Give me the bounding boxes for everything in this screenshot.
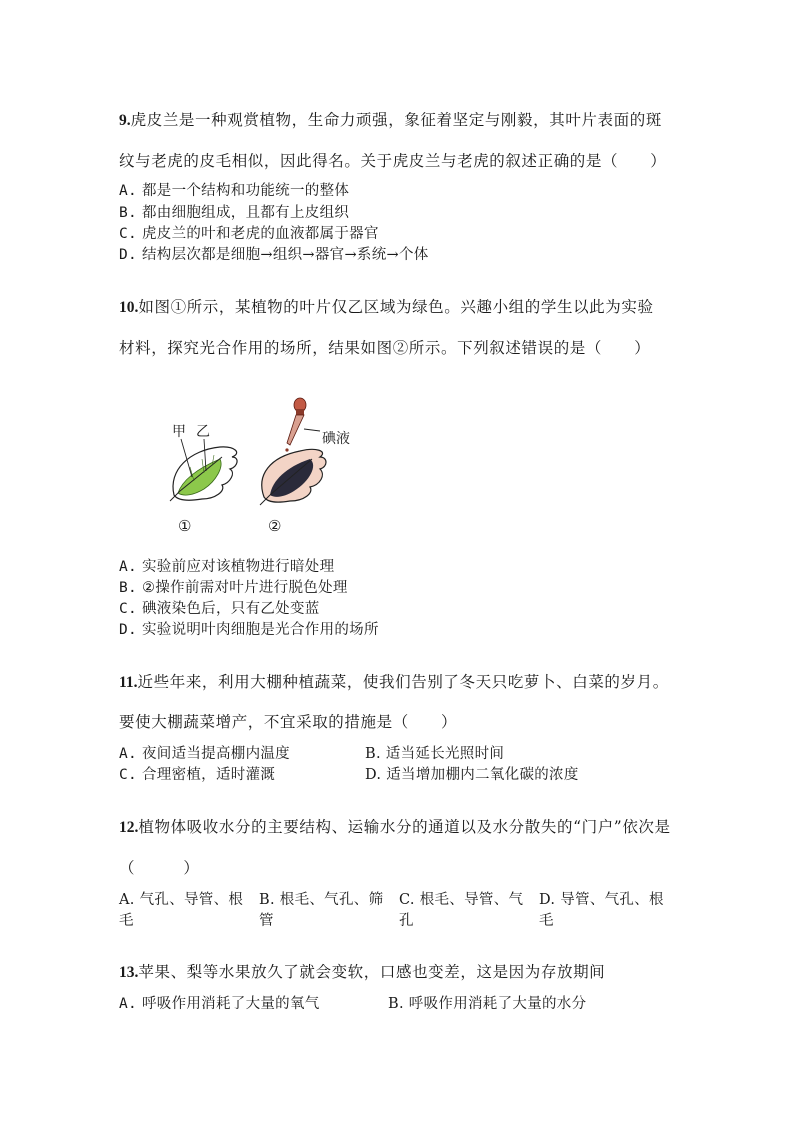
q11-stem-line2: 要使大棚蔬菜增产，不宜采取的措施是（ ） (119, 713, 458, 731)
q10-stem-line2: 材料，探究光合作用的场所，结果如图②所示。下列叙述错误的是（ ） (119, 339, 651, 357)
q13-option-a[interactable]: A. 呼吸作用消耗了大量的氧气 (119, 996, 320, 1012)
q9-option-c[interactable]: C. 虎皮兰的叶和老虎的血液都属于器官 (119, 226, 379, 242)
q12-option-c[interactable]: C. 根毛、导管、气 (399, 892, 524, 908)
q10-stem-line1: 10.如图①所示，某植物的叶片仅乙区域为绿色。兴趣小组的学生以此为实验 (119, 298, 654, 316)
q11-stem-line1: 11.近些年来，利用大棚种植蔬菜，使我们告别了冬天只吃萝卜、白菜的岁月。 (119, 673, 669, 691)
leaf-1-icon (170, 439, 237, 501)
q12-stem-line2: （ ） (119, 859, 200, 877)
caption-2: ② (268, 517, 282, 535)
q10-option-a[interactable]: A. 实验前应对该植物进行暗处理 (119, 559, 335, 575)
q12-option-d[interactable]: D. 导管、气孔、根 (539, 892, 664, 908)
q10-number: 10. (119, 299, 139, 316)
label-iodine: 碘液 (322, 431, 350, 447)
q9-text1: 虎皮兰是一种观赏植物，生命力顽强，象征着坚定与刚毅，其叶片表面的斑 (130, 111, 662, 129)
leaf-2-icon (260, 449, 326, 505)
caption-1: ① (178, 517, 192, 535)
q9-stem-line1 (119, 108, 662, 130)
q12-stem-line1: 12.植物体吸收水分的主要结构、运输水分的通道以及水分散失的“门户”依次是 (119, 818, 671, 836)
q10-option-c[interactable]: C. 碘液染色后，只有乙处变蓝 (119, 601, 320, 617)
label-yi: 乙 (196, 424, 210, 440)
leaf-experiment-figure (160, 395, 380, 545)
dropper-icon (285, 398, 320, 452)
q12-option-a[interactable]: A. 气孔、导管、根 (119, 892, 244, 908)
q12-option-b[interactable]: B. 根毛、气孔、筛 (259, 892, 384, 908)
q11-option-a[interactable]: A. 夜间适当提高棚内温度 (119, 746, 290, 762)
q10-option-b[interactable]: B. ②操作前需对叶片进行脱色处理 (119, 580, 348, 596)
label-jia: 甲 (172, 424, 186, 440)
q9-stem-line2: 纹与老虎的皮毛相似，因此得名。关于虎皮兰与老虎的叙述正确的是（ ） (119, 152, 667, 170)
q12-option-d-cont: 毛 (539, 913, 554, 929)
q11-number: 11. (119, 674, 138, 691)
q11-option-b[interactable]: B. 适当延长光照时间 (365, 746, 505, 762)
q9-option-d[interactable]: D. 结构层次都是细胞→组织→器官→系统→个体 (119, 247, 429, 263)
q9-option-b[interactable]: B. 都由细胞组成，且都有上皮组织 (119, 205, 350, 221)
q10-option-d[interactable]: D. 实验说明叶肉细胞是光合作用的场所 (119, 622, 379, 638)
q13-stem-line1: 13.苹果、梨等水果放久了就会变软，口感也变差，这是因为存放期间 (119, 963, 606, 981)
q12-option-c-cont: 孔 (399, 913, 414, 929)
q13-option-b[interactable]: B. 呼吸作用消耗了大量的水分 (388, 996, 587, 1012)
q12-option-b-cont: 管 (259, 913, 274, 929)
q13-number: 13. (119, 964, 139, 981)
q9-number: 9. (119, 112, 131, 129)
q11-option-c[interactable]: C. 合理密植，适时灌溉 (119, 767, 276, 783)
q12-option-a-cont: 毛 (119, 913, 134, 929)
q11-option-d[interactable]: D. 适当增加棚内二氧化碳的浓度 (365, 767, 579, 783)
q12-number: 12. (119, 819, 139, 836)
q9-option-a[interactable]: A. 都是一个结构和功能统一的整体 (119, 183, 350, 199)
